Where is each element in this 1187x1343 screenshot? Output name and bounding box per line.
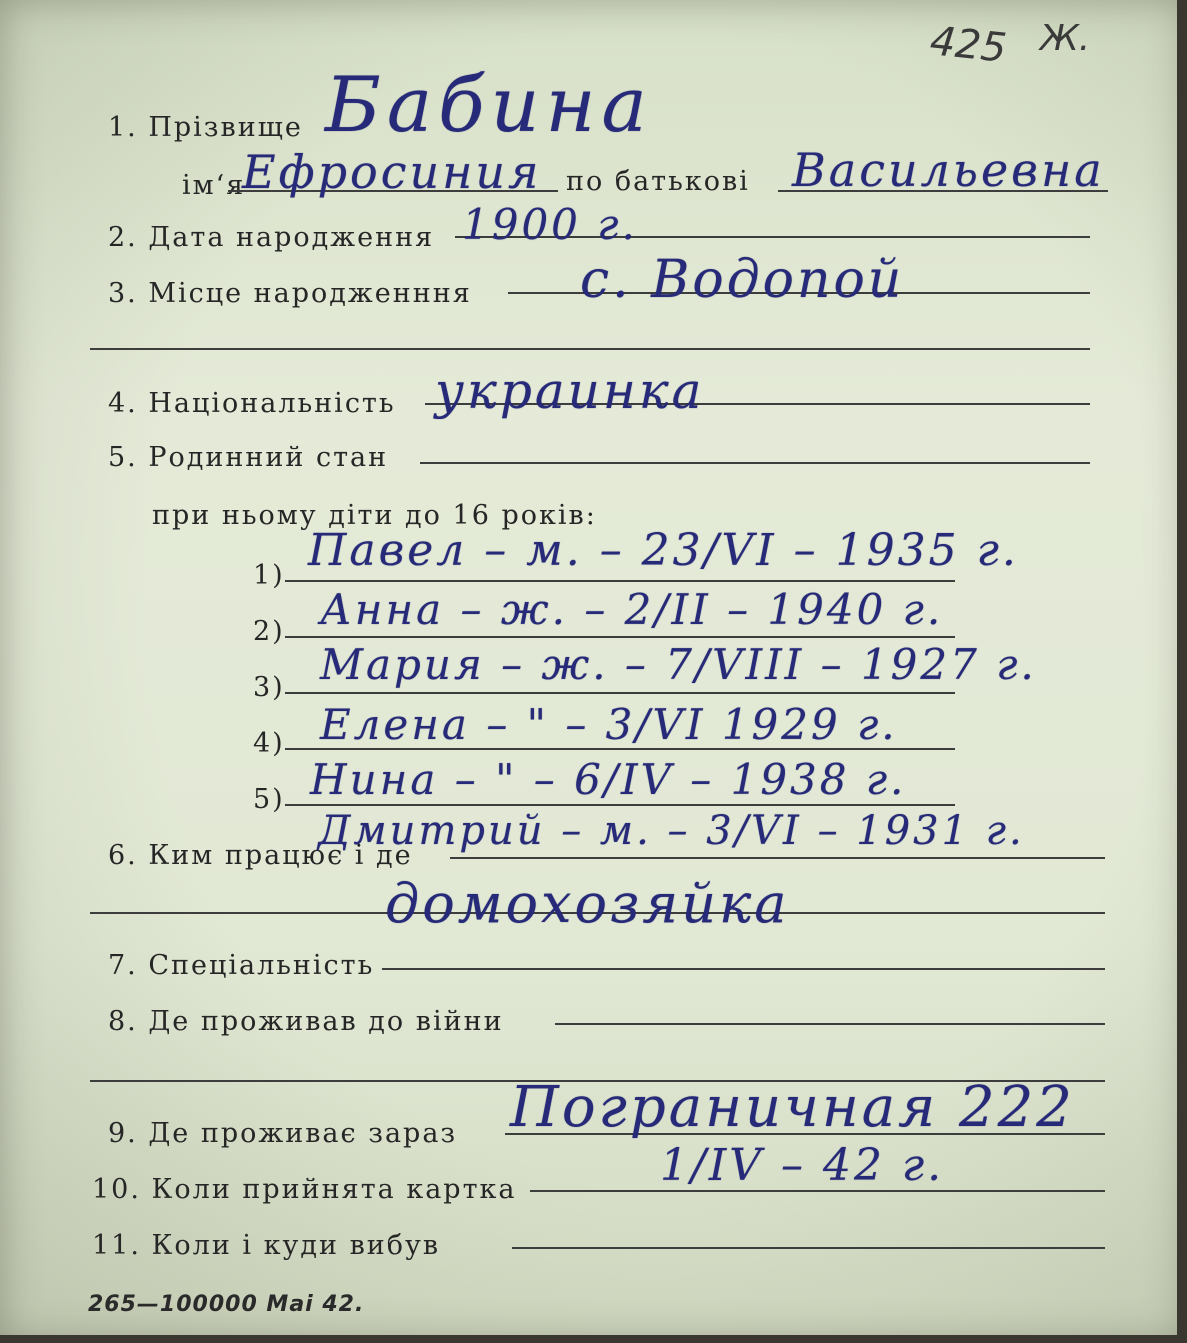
card-accepted-value: 1/IV – 42 г. (660, 1140, 945, 1191)
child-num: 5) (253, 784, 285, 815)
child-line (285, 804, 955, 806)
current-address-value: Пограничная 222 (510, 1075, 1075, 1140)
specialty-label: 7. Спеціальність (108, 950, 375, 981)
child-num: 2) (253, 616, 285, 647)
card-accepted-label: 10. Коли прийнята картка (92, 1174, 517, 1205)
print-code: 265—100000 Mai 42. (88, 1292, 365, 1317)
patronymic-value: Васильевна (792, 143, 1105, 197)
scan-edge-bottom (0, 1335, 1187, 1343)
patronymic-label: по батькові (566, 166, 750, 197)
child-line (285, 580, 955, 582)
child-num: 3) (253, 672, 285, 703)
child-entry: Анна – ж. – 2/II – 1940 г. (320, 585, 944, 634)
surname-value: Бабина (325, 60, 653, 149)
departed-label: 11. Коли і куди вибув (92, 1230, 441, 1261)
child-num: 1) (253, 560, 285, 591)
birth-date-label: 2. Дата народження (108, 222, 435, 253)
birth-place-line-2 (90, 348, 1090, 350)
child-num: 4) (253, 728, 285, 759)
child-entry: Нина – " – 6/IV – 1938 г. (310, 755, 907, 804)
work-line (450, 857, 1105, 859)
birth-place-label: 3. Місце народженння (108, 278, 472, 309)
child-entry: Мария – ж. – 7/VIII – 1927 г. (320, 640, 1037, 689)
child-line (285, 692, 955, 694)
nationality-value: украинка (435, 362, 705, 420)
corner-number: 425 (927, 18, 1009, 72)
birth-date-value: 1900 г. (462, 200, 638, 249)
name-value: Ефросиния (242, 145, 542, 199)
name-label: ім‘я (182, 170, 246, 201)
child-entry: Елена – " – 3/VI 1929 г. (320, 700, 898, 749)
nationality-label: 4. Національність (108, 388, 396, 419)
work-label: 6. Ким працює і де (108, 840, 413, 871)
extra-child-entry: Дмитрий – м. – 3/VI – 1931 г. (318, 808, 1025, 854)
child-line (285, 636, 955, 638)
child-entry: Павел – м. – 23/VI – 1935 г. (308, 525, 1019, 576)
marital-label: 5. Родинний стан (108, 442, 389, 473)
scan-edge-right (1177, 0, 1187, 1343)
specialty-line (382, 968, 1105, 970)
work-value: домохозяйка (385, 872, 790, 935)
marital-line (420, 462, 1090, 464)
current-address-label: 9. Де проживає зараз (108, 1118, 458, 1149)
children-label: при ньому діти до 16 років: (152, 500, 597, 531)
departed-line (512, 1247, 1105, 1249)
prewar-address-label: 8. Де проживав до війни (108, 1006, 504, 1037)
birth-place-value: с. Водопой (580, 250, 905, 310)
prewar-address-line (555, 1023, 1105, 1025)
surname-label: 1. Прізвище (108, 112, 303, 143)
corner-letter: Ж. (1040, 18, 1091, 59)
